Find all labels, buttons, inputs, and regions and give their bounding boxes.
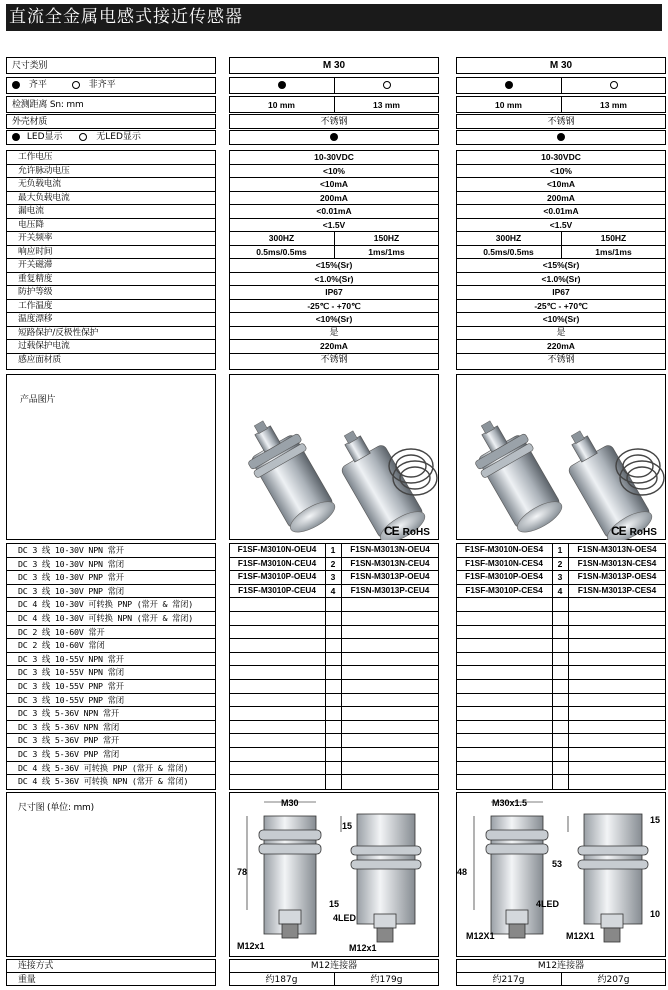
spec-value: 是 (329, 327, 339, 338)
row-divider (456, 611, 666, 612)
size-value: M 30 (322, 60, 346, 71)
spec-value: <10% (550, 165, 572, 176)
spec-value: <1.0%(Sr) (541, 273, 581, 284)
wiring-label: DC 3 线 10-30V PNP 常开 (18, 572, 124, 583)
row-divider (6, 570, 216, 571)
certification-marks (384, 524, 430, 538)
spec-label: 工作电压 (18, 152, 53, 162)
wiring-label: DC 2 线 10-60V 常开 (18, 626, 105, 637)
model-index: 1 (330, 545, 336, 555)
spec-value: <1.5V (549, 219, 573, 230)
row-divider (229, 693, 439, 694)
dimension-label: M12x1 (237, 941, 265, 951)
spec-label: 防护等级 (18, 287, 53, 297)
label-connection: 连接方式 (18, 961, 54, 971)
spec-value: <0.01mA (543, 206, 579, 216)
dimension-label: 78 (237, 867, 248, 877)
model-non-flush: F1SN-M3013N-CES4 (577, 558, 657, 568)
spec-value: 不锈钢 (320, 354, 348, 365)
spec-value: <15%(Sr) (315, 260, 353, 270)
row-divider (6, 204, 216, 205)
row-divider (229, 625, 439, 626)
ce-mark: CE (611, 524, 626, 538)
spec-value: <10mA (319, 179, 349, 189)
wiring-label: DC 3 线 10-30V PNP 常闭 (18, 585, 124, 596)
wiring-label: DC 3 线 10-55V PNP 常闭 (18, 694, 124, 705)
open-circle-icon (383, 81, 391, 89)
row-divider (6, 557, 216, 558)
wiring-label: DC 3 线 5-36V PNP 常闭 (18, 749, 120, 759)
row-divider (229, 761, 439, 762)
label-weight: 重量 (18, 975, 36, 985)
distance-non-flush: 13 mm (600, 100, 627, 110)
label-flush: 齐平 (28, 80, 47, 90)
ce-mark: CE (384, 524, 399, 538)
connection-value: M12连接器 (537, 961, 585, 971)
spec-label: 重复精度 (18, 273, 53, 284)
model-index: 4 (557, 585, 563, 596)
label-non-flush: 非齐平 (88, 80, 116, 90)
filled-circle-icon (505, 81, 513, 89)
row-divider (6, 611, 216, 612)
row-divider (456, 720, 666, 721)
response-non-flush: 1ms/1ms (595, 246, 632, 257)
row-divider (6, 584, 216, 585)
row-divider (6, 218, 216, 219)
model-non-flush: F1SN-M3013N-OES4 (577, 545, 657, 554)
spec-label: 工作温度 (18, 300, 53, 311)
divider (6, 972, 216, 973)
row-divider (456, 733, 666, 734)
spec-value: 10-30VDC (314, 152, 354, 162)
label-no-led-display: 无LED显示 (96, 132, 141, 142)
row-divider (229, 679, 439, 680)
row-divider (6, 720, 216, 721)
dimension-label: M12X1 (466, 931, 495, 941)
row-divider (6, 299, 216, 300)
open-circle-icon (79, 133, 87, 141)
row-divider (6, 652, 216, 653)
model-index: 3 (557, 572, 563, 583)
row-divider (6, 693, 216, 694)
spec-value: 200mA (320, 192, 348, 203)
row-divider (456, 679, 666, 680)
label-led (12, 131, 141, 143)
model-flush: F1SF-M3010P-OES4 (465, 572, 543, 582)
dimension-label: 15 (650, 815, 661, 825)
dimension-label: 53 (552, 859, 563, 869)
row-divider (6, 638, 216, 639)
row-divider (456, 747, 666, 748)
dimension-label: 4LED (333, 913, 357, 923)
filled-circle-icon (12, 133, 20, 141)
spec-value: <0.01mA (316, 206, 352, 216)
model-index: 4 (330, 585, 336, 596)
dimension-drawing (229, 792, 439, 957)
model-non-flush: F1SN-M3013P-CES4 (577, 585, 657, 595)
filled-circle-icon (278, 81, 286, 89)
label-mount (12, 79, 116, 91)
row-divider (6, 326, 216, 327)
model-flush: F1SF-M3010P-OEU4 (237, 572, 317, 582)
row-divider (229, 747, 439, 748)
model-flush: F1SF-M3010N-CES4 (465, 558, 543, 568)
spec-value: 200mA (547, 192, 575, 203)
wiring-label: DC 4 线 5-36V 可转换 NPN (常开 & 常闭) (18, 776, 189, 787)
row-divider (6, 625, 216, 626)
row-divider (6, 353, 216, 354)
model-flush: F1SF-M3010N-CEU4 (237, 558, 317, 568)
filled-circle-icon (557, 133, 565, 141)
spec-label: 响应时间 (18, 246, 53, 257)
response-flush: 0.5ms/0.5ms (483, 246, 534, 257)
dimension-label: M12x1 (349, 943, 377, 953)
led-mark (456, 131, 666, 143)
non-flush-mark (334, 79, 439, 91)
dimension-label: 48 (457, 867, 468, 877)
rohs-mark: RoHS (629, 527, 657, 538)
wiring-label: DC 3 线 10-55V PNP 常开 (18, 681, 124, 691)
label-product-image: 产品图片 (20, 395, 56, 405)
spec-value: 220mA (320, 341, 348, 351)
housing-value: 不锈钢 (547, 117, 575, 127)
row-divider (6, 597, 216, 598)
model-flush: F1SF-M3010P-CEU4 (238, 585, 316, 595)
open-circle-icon (72, 81, 80, 89)
spec-label: 电压降 (18, 219, 44, 230)
non-flush-mark (561, 79, 666, 91)
row-divider (6, 164, 216, 165)
label-distance: 检测距离 Sn: mm (12, 100, 84, 110)
spec-label: 无负载电流 (18, 179, 61, 189)
dimension-label: 10 (650, 909, 661, 919)
model-non-flush: F1SN-M3013N-OEU4 (350, 545, 430, 554)
sensor-right (327, 421, 429, 540)
spec-label: 开关频率 (18, 233, 53, 243)
label-led-display: LED显示 (26, 132, 63, 142)
spec-value: 10-30VDC (541, 152, 581, 162)
flush-mark (456, 79, 561, 91)
wiring-label: DC 3 线 10-55V NPN 常闭 (18, 667, 124, 678)
drawing-non-flush (351, 814, 421, 942)
spec-value: <1.5V (322, 219, 346, 230)
row-divider (229, 665, 439, 666)
row-divider (6, 339, 216, 340)
dimension-label: 15 (342, 821, 353, 831)
spec-value: IP67 (325, 287, 343, 297)
row-divider (6, 312, 216, 313)
switch-freq-non-flush: 150HZ (373, 233, 400, 243)
row-divider (229, 597, 439, 598)
spec-value: <15%(Sr) (542, 260, 580, 270)
rohs-mark: RoHS (402, 527, 430, 538)
spec-value: 不锈钢 (547, 354, 575, 365)
row-divider (456, 693, 666, 694)
row-divider (229, 638, 439, 639)
row-divider (6, 665, 216, 666)
filled-circle-icon (330, 133, 338, 141)
row-divider (456, 665, 666, 666)
spec-label: 温度漂移 (18, 314, 53, 324)
spec-value: IP67 (552, 287, 570, 297)
spec-label: 最大负载电流 (18, 192, 70, 203)
row-divider (456, 761, 666, 762)
response-non-flush: 1ms/1ms (368, 246, 405, 257)
weight-flush: 约187g (265, 975, 298, 985)
sensor-left (460, 409, 569, 540)
spec-value: 220mA (547, 341, 575, 351)
wiring-label: DC 3 线 5-36V PNP 常开 (18, 735, 120, 746)
wiring-label: DC 4 线 5-36V 可转换 PNP (常开 & 常闭) (18, 762, 189, 773)
row-divider (229, 652, 439, 653)
row-divider (6, 245, 216, 246)
weight-non-flush: 约207g (597, 975, 630, 985)
spec-label: 允许脉动电压 (18, 165, 70, 176)
certification-marks (611, 524, 657, 538)
row-divider (6, 774, 216, 775)
drawing-flush (259, 816, 321, 938)
distance-flush: 10 mm (268, 100, 295, 110)
model-flush: F1SF-M3010P-CES4 (465, 585, 543, 595)
row-divider (229, 611, 439, 612)
dimension-label: 4LED (536, 899, 560, 909)
row-divider (229, 774, 439, 775)
drawing-non-flush (578, 814, 648, 942)
spec-value: <1.0%(Sr) (314, 273, 354, 284)
row-divider (6, 285, 216, 286)
row-divider (456, 774, 666, 775)
weight-non-flush: 约179g (370, 975, 403, 985)
wiring-label: DC 3 线 10-30V NPN 常开 (18, 545, 124, 555)
housing-value: 不锈钢 (320, 117, 348, 127)
row-divider (456, 706, 666, 707)
row-divider (6, 272, 216, 273)
spec-value: <10%(Sr) (315, 314, 353, 324)
spec-value: <10mA (546, 179, 576, 189)
row-divider (229, 733, 439, 734)
filled-circle-icon (12, 81, 20, 89)
spec-value: <10% (323, 165, 345, 176)
row-divider (456, 625, 666, 626)
open-circle-icon (610, 81, 618, 89)
row-divider (6, 258, 216, 259)
row-divider (456, 597, 666, 598)
model-non-flush: F1SN-M3013P-OEU4 (350, 572, 430, 582)
model-flush: F1SF-M3010N-OES4 (464, 545, 544, 554)
wiring-label: DC 2 线 10-60V 常闭 (18, 640, 105, 651)
row-divider (229, 720, 439, 721)
wiring-label: DC 3 线 10-30V NPN 常闭 (18, 558, 124, 569)
label-housing: 外壳材质 (12, 117, 48, 127)
model-index: 2 (330, 558, 336, 569)
model-index: 1 (557, 545, 563, 555)
distance-non-flush: 13 mm (373, 100, 400, 110)
switch-freq-flush: 300HZ (268, 233, 295, 243)
row-divider (456, 652, 666, 653)
wiring-label: DC 3 线 5-36V NPN 常闭 (18, 721, 120, 732)
label-dimension: 尺寸图 (单位: mm) (18, 803, 94, 813)
spec-label: 短路保护/反极性保护 (18, 327, 99, 338)
row-divider (6, 679, 216, 680)
spec-label: 漏电流 (18, 206, 44, 216)
spec-label: 感应面材质 (18, 354, 61, 365)
model-flush: F1SF-M3010N-OEU4 (237, 545, 317, 554)
wiring-label: DC 4 线 10-30V 可转换 NPN (常开 & 常闭) (18, 613, 194, 623)
model-non-flush: F1SN-M3013N-CEU4 (350, 558, 430, 568)
dimension-label-box (6, 792, 216, 957)
response-flush: 0.5ms/0.5ms (256, 246, 307, 257)
row-divider (6, 191, 216, 192)
model-non-flush: F1SN-M3013P-OES4 (577, 572, 657, 582)
label-size-type: 尺寸类别 (12, 61, 48, 71)
spec-value: -25℃ - +70℃ (534, 300, 588, 311)
spec-label: 过载保护电流 (18, 341, 70, 351)
product-photo (229, 374, 439, 540)
weight-flush: 约217g (492, 975, 525, 985)
model-non-flush: F1SN-M3013P-CEU4 (350, 585, 430, 595)
led-mark (229, 131, 439, 143)
wiring-label: DC 3 线 10-55V NPN 常开 (18, 653, 124, 664)
model-index: 2 (557, 558, 563, 569)
product-photo (456, 374, 666, 540)
distance-flush: 10 mm (495, 100, 522, 110)
flush-mark (229, 79, 334, 91)
spec-value: <10%(Sr) (542, 314, 580, 324)
dimension-label: M12X1 (566, 931, 595, 941)
row-divider (6, 761, 216, 762)
row-divider (6, 747, 216, 748)
spec-value: -25℃ - +70℃ (307, 300, 361, 311)
row-divider (456, 638, 666, 639)
dimension-label: 15 (329, 899, 340, 909)
switch-freq-non-flush: 150HZ (600, 233, 627, 243)
switch-freq-flush: 300HZ (495, 233, 522, 243)
spec-label: 开关磁滞 (18, 260, 53, 270)
sensor-right (554, 421, 656, 540)
wiring-label: DC 4 线 10-30V 可转换 PNP (常开 & 常闭) (18, 599, 194, 610)
row-divider (6, 231, 216, 232)
dimension-label: M30x1.5 (492, 798, 528, 808)
sensor-left (233, 409, 342, 540)
size-value: M 30 (549, 60, 573, 71)
row-divider (229, 706, 439, 707)
model-index: 3 (330, 572, 336, 583)
connection-value: M12连接器 (310, 961, 358, 971)
wiring-label: DC 3 线 5-36V NPN 常开 (18, 708, 120, 719)
drawing-flush (486, 816, 548, 938)
spec-value: 是 (556, 327, 566, 338)
dimension-label: M30 (281, 798, 299, 808)
row-divider (6, 177, 216, 178)
row-divider (6, 706, 216, 707)
row-divider (6, 733, 216, 734)
page-title: 直流全金属电感式接近传感器 (6, 4, 662, 31)
